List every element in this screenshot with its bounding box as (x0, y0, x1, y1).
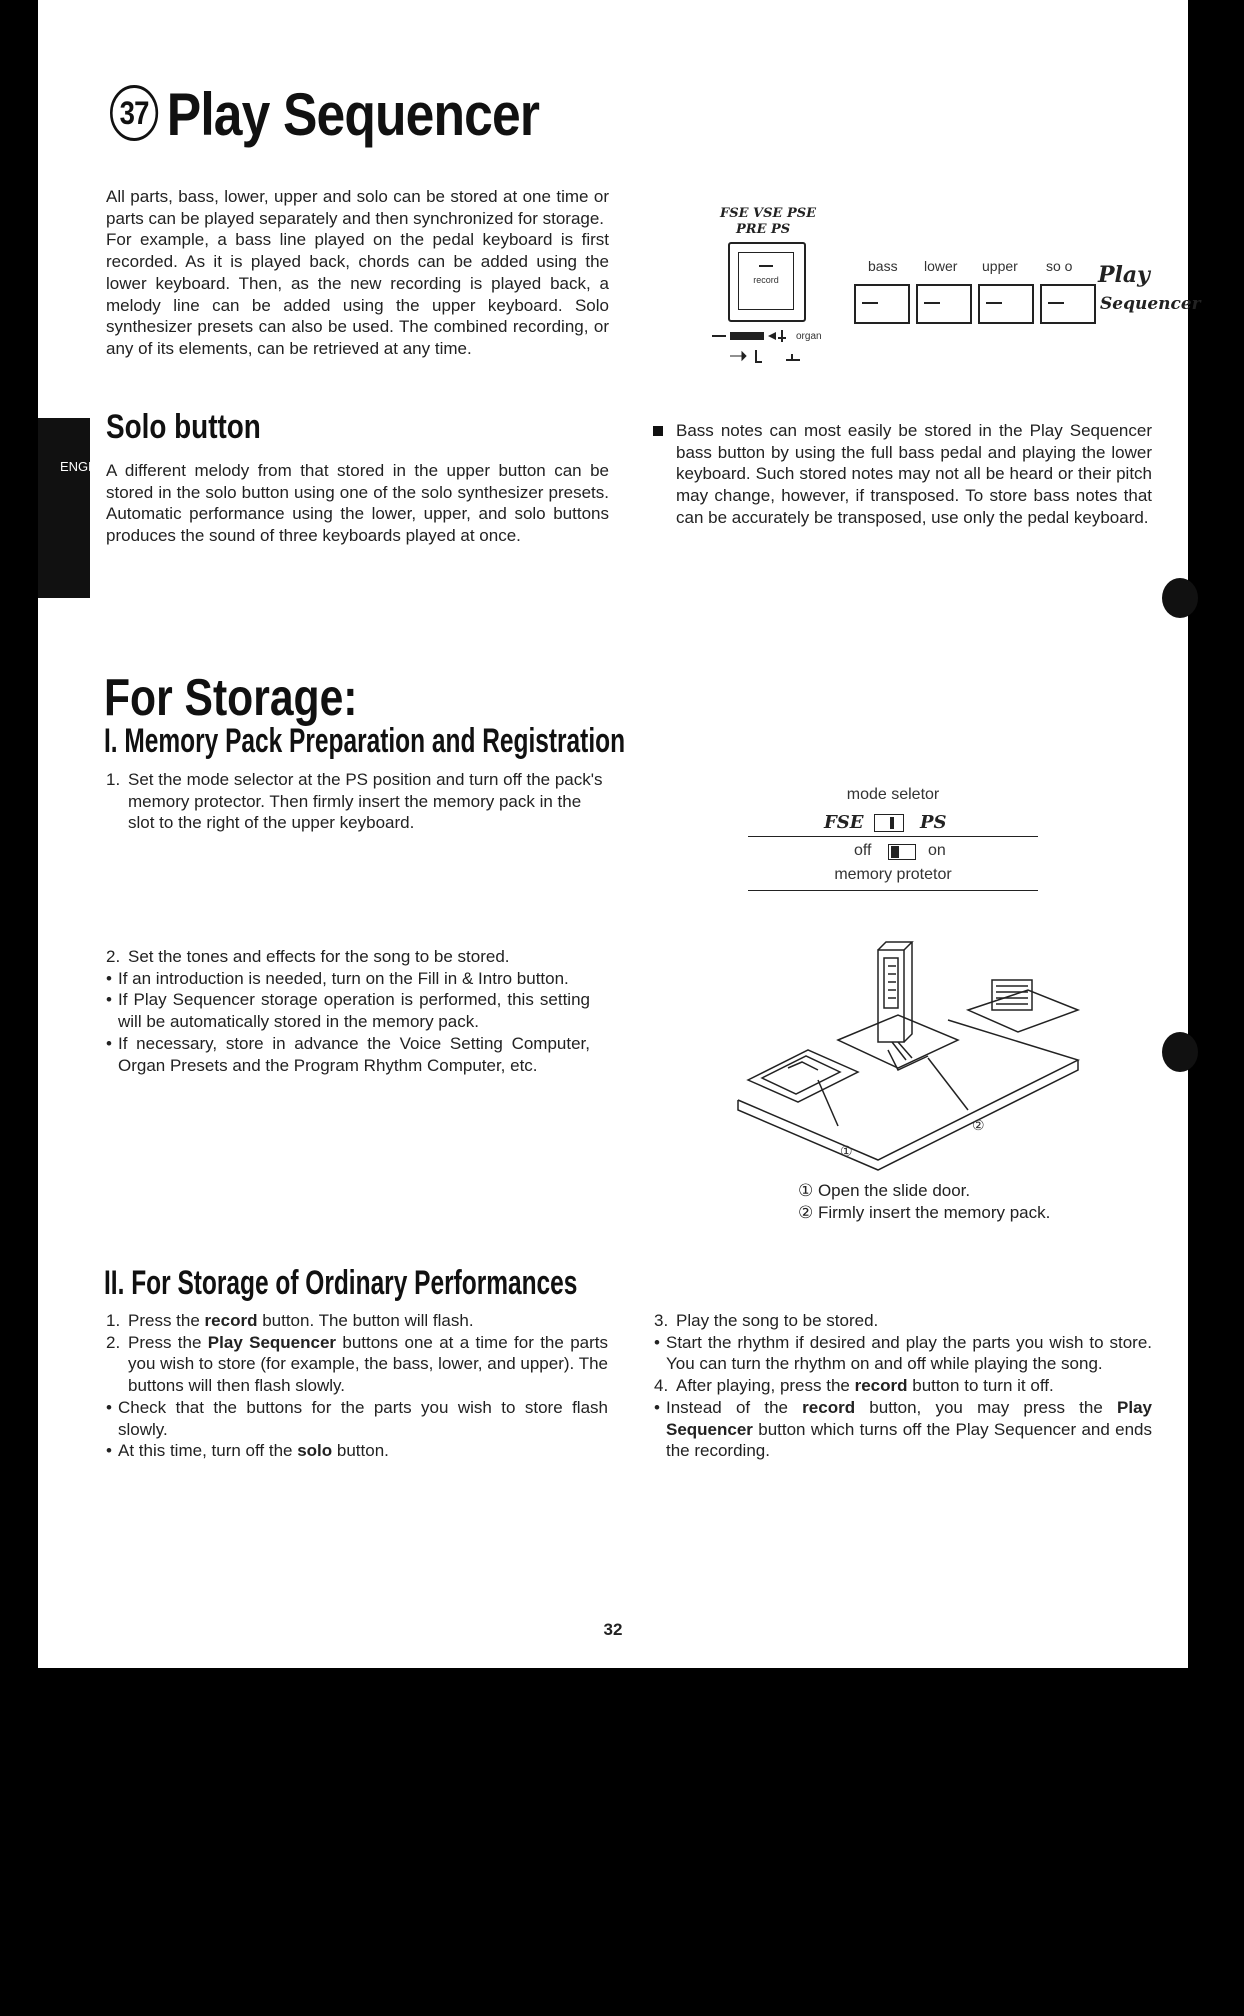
record-indicator (759, 265, 773, 267)
step-text: After playing, press the record button to turn it off. (676, 1376, 1054, 1396)
step-number: 4. (654, 1376, 669, 1396)
part-label-bass: bass (868, 258, 898, 274)
step-number: 1. (106, 1311, 121, 1330)
protector-switch-icon (888, 844, 916, 860)
section-1-step-2 (106, 946, 606, 1076)
bullet-store-advance: • If necessary, store in advance the Voice Setting Computer, Organ Presets and the Program Rhythm Computer, etc. (106, 1033, 590, 1076)
mode-selector-diagram (748, 786, 1038, 896)
s2-bullet-instead-record: • Instead of the record button, you may press the Play Sequencer button which turns off the Play Sequencer and ends the recording. (654, 1397, 1152, 1462)
section-1-heading: I. Memory Pack Preparation and Registration (104, 722, 626, 760)
step-2-line (106, 946, 606, 968)
figure-caption-2: ② Firmly insert the memory pack. (798, 1203, 1051, 1222)
s2-bullet-start-rhythm: • Start the rhythm if desired and play the parts you wish to store. You can turn the rhythm on and off while playing the song. (654, 1332, 1152, 1375)
bass-note-text: Bass notes can most easily be stored in the Play Sequencer bass button by using the full bass pedal and playing the lower keyboard. Such stored notes may not all be heard or their pitch may change, however, if transposed. To store bass notes that can be accurately be transposed, use only the pedal keyboard. (676, 421, 1152, 527)
step-text: Press the Play Sequencer buttons one at a time for the parts you wish to store (for example, the bass, lower, and upper). The buttons will then flash slowly. (128, 1332, 608, 1396)
lower-part-button (916, 284, 972, 324)
step-number: 3. (654, 1311, 669, 1330)
mode-switch-knob (890, 817, 894, 829)
protector-on-label: on (928, 842, 946, 859)
mode-labels-top: FSE VSE PSE (720, 206, 817, 221)
s2-step-1 (106, 1310, 608, 1332)
s2-bullet-solo-off: • At this time, turn off the solo button. (106, 1440, 608, 1462)
bass-part-button (854, 284, 910, 324)
step-text: Set the mode selector at the PS position and turn off the pack's memory protector. Then firmly insert the memory pack in the slot to the right of the upper keyboard. (128, 770, 603, 833)
lower-part-led (924, 302, 940, 304)
section-1-step-1 (106, 769, 608, 834)
solo-button-text: A different melody from that stored in the upper button can be stored in the solo button using one of the solo synthesizer presets. Automatic performance using the lower, upper, and solo buttons produces the sound of three keyboards played at once. (106, 461, 609, 546)
mode-switch-icon (874, 814, 904, 832)
step-number: 1. (106, 770, 121, 789)
figure-caption-1: ① Open the slide door. (798, 1181, 971, 1200)
figure-label-2: ② (972, 1118, 985, 1134)
mode-right-label: PS (920, 812, 947, 833)
mode-left-label: FSE (824, 812, 864, 833)
bullet-intro: • If an introduction is needed, turn on the Fill in & Intro button. (106, 968, 590, 990)
solo-part-button (1040, 284, 1096, 324)
s2-step-4 (654, 1375, 1152, 1397)
step-number: 2. (106, 947, 121, 966)
binder-hole-top (1162, 578, 1198, 618)
step-number: 2. (106, 1332, 121, 1352)
section-2-heading: II. For Storage of Ordinary Performances (104, 1264, 578, 1302)
solo-button-heading: Solo button (106, 408, 261, 446)
upper-part-led (986, 302, 1002, 304)
binder-hole-bottom (1162, 1032, 1198, 1072)
solo-part-led (1048, 302, 1064, 304)
play-logo-text: Play (1098, 262, 1150, 288)
bass-part-led (862, 302, 878, 304)
for-storage-heading: For Storage: (104, 669, 358, 727)
page-title-text: Play Sequencer (166, 81, 540, 148)
bullet-auto-store: • If Play Sequencer storage operation is performed, this setting will be automatically stored in the memory pack. (106, 989, 590, 1032)
section-2-left-column (106, 1310, 608, 1462)
page-title (110, 80, 539, 149)
part-label-solo: so o (1046, 258, 1073, 274)
figure-label-1: ① (840, 1144, 853, 1160)
diagram-divider-top (748, 836, 1038, 837)
part-label-lower: lower (924, 258, 958, 274)
record-label: record (753, 275, 779, 285)
step-text: Press the record button. The button will flash. (128, 1311, 474, 1330)
protector-switch-knob (891, 846, 899, 858)
language-side-tab (38, 418, 118, 598)
step-text: Set the tones and effects for the song to be stored. (128, 947, 510, 966)
intro-paragraph-1: All parts, bass, lower, upper and solo can be stored at one time or parts can be played separately and then synchronized for storage. (106, 187, 609, 228)
mode-labels-bottom: PRE PS (736, 222, 791, 237)
manual-page (38, 0, 1201, 1668)
s2-step-3 (654, 1310, 1152, 1332)
intro-paragraph-2: For example, a bass line played on the pedal keyboard is first recorded. As it is played back, chords can be added using the lower keyboard. Then, as the new recording is played back, a melody line can be added using the upper keyboard. Solo synthesizer presets can also be used. The combined recording, or any of its elements, can be retrieved at any time. (106, 230, 609, 358)
organ-label: organ (796, 331, 822, 342)
diagram-divider-bottom (748, 890, 1038, 891)
page-number: 32 (603, 1620, 623, 1639)
square-bullet-icon (653, 426, 663, 436)
language-tab-label: ENGLISH (60, 459, 118, 474)
step-text: Play the song to be stored. (676, 1311, 879, 1330)
s2-step-2 (106, 1332, 608, 1397)
section-2-right-column (654, 1310, 1152, 1462)
part-label-upper: upper (982, 258, 1018, 274)
record-button-frame (728, 242, 806, 322)
section-number-badge: 37 (110, 85, 158, 141)
protector-off-label: off (854, 842, 872, 859)
upper-part-button (978, 284, 1034, 324)
memory-protector-caption: memory protetor (834, 866, 952, 883)
memory-pack-insert-illustration (728, 930, 1108, 1170)
sequencer-logo-text: Sequencer (1100, 294, 1201, 314)
play-sequencer-panel-illustration (678, 200, 1201, 380)
mode-selector-title: mode seletor (846, 786, 940, 803)
s2-bullet-check-flash: • Check that the buttons for the parts you wish to store flash slowly. (106, 1397, 608, 1440)
intro-text (106, 186, 609, 360)
record-button (738, 252, 794, 310)
